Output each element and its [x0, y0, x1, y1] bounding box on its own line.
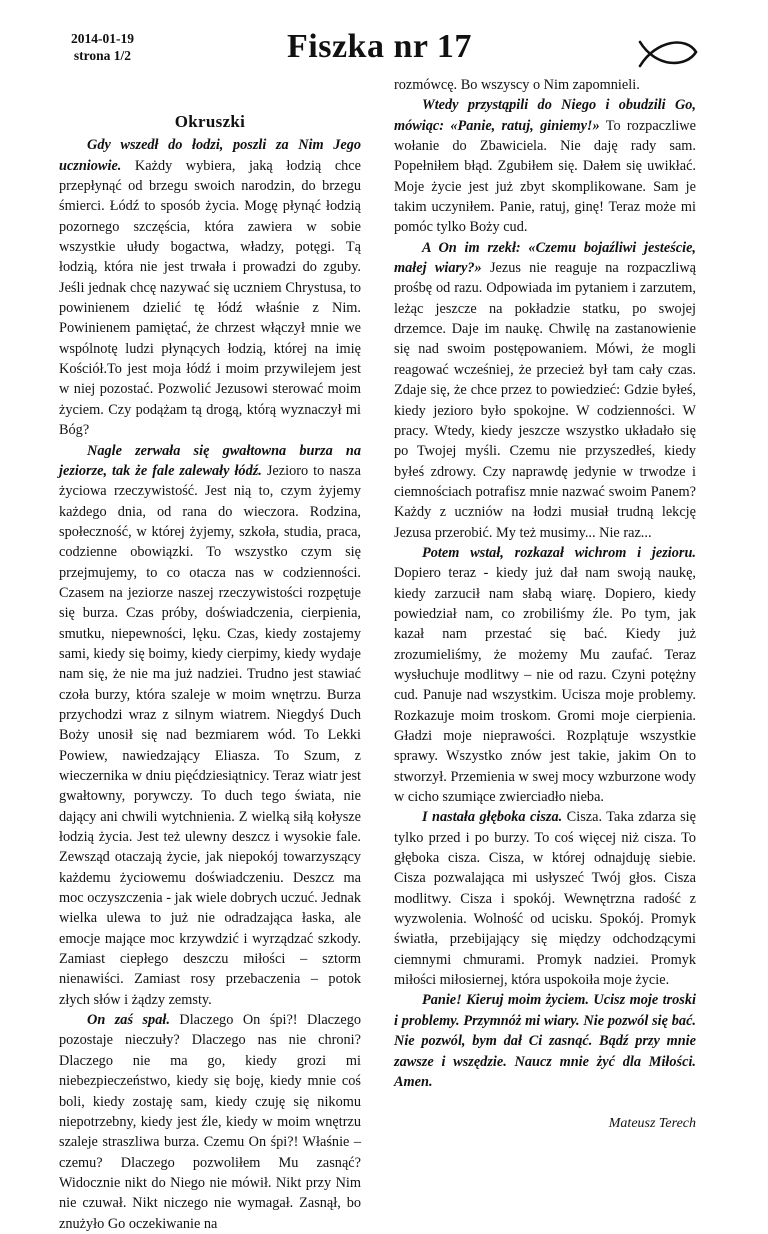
paragraph-lead: Nagle zerwała się gwałtowna burza na jeziorze, tak że fale zalewały łódź. — [59, 442, 361, 479]
section-title: Okruszki — [174, 112, 246, 131]
paragraph-text: Jezioro to nasza życiowa rzeczywistość. Jest nią to, czym żyjemy każdego dnia, od rana do wieczora. Rodzina, społeczność, w której żyjemy, szkoła, studia, praca, codzienne obowiązki. To wszystko czym się przejmujemy, to co otacza nas w codzienności. Czasem na jeziorze naszej rzeczywistości rozpętuje się burza. Czas próby, doświadczenia, cierpienia, smutku, niepewności, lęku. Czas, kiedy zostajemy sami, kiedy się boimy, kiedy cierpimy, kiedy wydaje nam się, że nie ma już nadziei. Trudno jest stawiać czoła burzy, która szaleje w moim wnętrzu. Burza przychodzi wraz z silnym wiatrem. Niegdyś Duch Boży unosił się nad bezmiarem wód. To Lekki Powiew, nawiedzający Eliasza. To Szum, z wieczernika w dniu pięćdziesiątnicy. Teraz wiatr jest gwałtowny, porywczy. To duch tego świata, nie dający ani chwili wytchnienia. Z wielką siłą kołysze łodzią życia. Jest też ulewny deszcz i wysokie fale. Zewsząd otaczają życie, jak niepokój towarzyszący każdemu życiowemu doświadczeniu. Deszcz ma moc oczyszczenia - jak wiele dobrych uczuć. Jednak wielka ulewa to już nie odradzająca łaska, ale emocje mające moc krzywdzić i wyrządzać szkody. Zamiast ciepłego deszczu miłości – sztorm nienawiści. Zamiast rosy przebaczenia – potok złych słów i żądzy zemsty. — [59, 462, 361, 1008]
paragraph-text: Jezus nie reaguje na rozpaczliwą prośbę od razu. Odpowiada im pytaniem i zarzutem, leżąc jeszcze na pokładzie statku, po swojej drzemce. Daje im naukę. Chwilę na zastanowienie się nad swoim postępowaniem. Mówi, że mogli reagować wcześniej, że przecież był tam cały czas. Zdaje się, że chce przez to powiedzieć: Gdzie byłeś, kiedy jezioro było spokojne. W codzienności. W pracy. Wtedy, kiedy jeszcze wszystko układało się po Twojej myśli. Czemu nie przyszedłeś, kiedy byłeś zdrowy. Czy naprawdę jedynie w trwodze i ciemnościach potrafisz mnie nazwać swoim Panem? Każdy z uczniów na łodzi musiał trudną lekcję Jezusa przerobić. My też musimy... Nie raz... — [394, 260, 697, 541]
paragraph-text: Cisza. Taka zdarza się tylko przed i po burzy. To coś więcej niż cisza. To głęboka cisza. Cisza, w której odnajduję siebie. Cisza pozwalająca mi usłyszeć Twój głos. Cisza modlitwy. Cisza i spokój. Wewnętrzna radość z wyzwolenia. Wolność od ucisku. Spokój. Promyk światła, przebijający się między odchodzącymi ciemnymi chmurami. Promyk nadziei. Promyk miłości miłosiernej, która uspokoiła moje życie. — [394, 809, 696, 989]
paragraph-lead: Potem wstał, rozkazał wichrom i jezioru. — [422, 544, 696, 561]
ichthys-fish-icon — [636, 38, 700, 70]
paragraph-continued: rozmówcę. Bo wszyscy o Nim zapomnieli. — [394, 77, 640, 93]
date: 2014-01-19 — [71, 31, 134, 46]
paragraph-text: Każdy wybiera, jaką łodzią chce przepłynąć od brzegu swoich narodzin, do brzegu śmierci. Łódź to sposób życia. Mogę płynąć łodzią pozornego szczęścia, która zawiera w sobie wszystkie ułudy bogactwa, władzy, potęgi. Tą łodzią, która nie jest trwała i prowadzi do zguby. Jeśli jednak chcę nazywać się uczniem Chrystusa, to powinienem dzielić tę łódź właśnie z Nim. Powinienem pamiętać, że chrzest włączył mnie we wspólnotę ludzi płynących łodzią, której na imię Kościół.To jest moja łódź i moim przywilejem jest w niej pozostać. Pozwolić Jezusowi sterować moim życiem. Czy podążam tą drogą, którą wyznaczył mi Bóg? — [59, 157, 361, 439]
paragraph — [394, 807, 696, 990]
paragraph — [59, 1010, 361, 1234]
left-column — [59, 112, 361, 1234]
paragraph — [394, 95, 696, 237]
paragraph-lead: A On im rzekł: «Czemu bojaźliwi jesteście, małej wiary?» — [394, 239, 696, 277]
paragraph-text: Dopiero teraz - kiedy już dał nam swoją naukę, kiedy zarzucił nam słabą wiarę. Dopiero, kiedy powiedział nam, co zrobiliśmy źle. Po tym, jak kazał nam przestać się bać. Kiedy już zrozumieliśmy, że możemy Mu zaufać. Teraz wysłuchuje modlitwy – nie od razu. Czyni potężny cud. Panuje nad wszystkim. Ucisza moje problemy. Rozkazuje moim troskom. Gromi moje cierpienia. Gładzi moje nieprawości. Rozplątuje wszystkie sprawy. Wszystko znów jest takie, jakim On to stworzył. Przemienia w swej mocy wzburzone wody w cicho szumiące zwierciadło nieba. — [394, 565, 696, 806]
header-meta — [71, 30, 134, 64]
paragraph — [59, 441, 361, 1011]
paragraph — [394, 543, 696, 807]
page-number: strona 1/2 — [73, 48, 132, 63]
paragraph-lead: Gdy wszedł do łodzi, poszli za Nim Jego uczniowie. — [59, 137, 361, 174]
author: Mateusz Terech — [608, 1116, 696, 1132]
paragraph-lead: I nastała głęboka cisza. — [422, 809, 563, 826]
paragraph-lead: Wtedy przystąpili do Niego i obudzili Go, mówiąc: «Panie, ratuj, giniemy!» — [394, 97, 696, 134]
paragraph-text: Dlaczego On śpi?! Dlaczego pozostaje nieczuły? Dlaczego nas nie chroni? Dlaczego nie ma go, kiedy grozi mi niebezpieczeństwo, kiedy się boję, kiedy mnie coś boli, kiedy zostaję sam, kiedy czuję się nikomu niepotrzebny, kiedy jest źle, kiedy w moim wnętrzu szaleje straszliwa burza. Czemu On śpi?! Właśnie – czemu? Dlaczego pozwoliłem Mu zasnąć? Widocznie nikt do Niego nie mówił. Nikt przy Nim nie czuwał. Nikt niczego nie wymagał. Zasnął, bo znużyło Go oczekiwanie na — [59, 1012, 362, 1232]
right-column — [394, 75, 696, 1135]
paragraph — [59, 135, 361, 440]
closing-prayer: Panie! Kieruj moim życiem. Ucisz moje troski i problemy. Przymnóż mi wiary. Nie pozwól się bać. Nie pozwól, bym dał Ci zasnąć. Bądź przy mnie zawsze i wszędzie. Naucz mnie żyć dla Miłości. Amen. — [394, 992, 696, 1090]
page-title: Fiszka nr 17 — [287, 28, 472, 65]
paragraph-lead: On zaś spał. — [87, 1012, 170, 1029]
paragraph — [394, 238, 696, 543]
paragraph-text: To rozpaczliwe wołanie do Zbawiciela. Nie daję rady sam. Popełniłem błąd. Zgubiłem się. Dałem się uwikłać. Moje życie jest już zbyt skomplikowane. Sam je takim uczyniłem. Panie, ratuj, ginę! Teraz może mi pomóc tylko Boży cud. — [394, 117, 696, 236]
